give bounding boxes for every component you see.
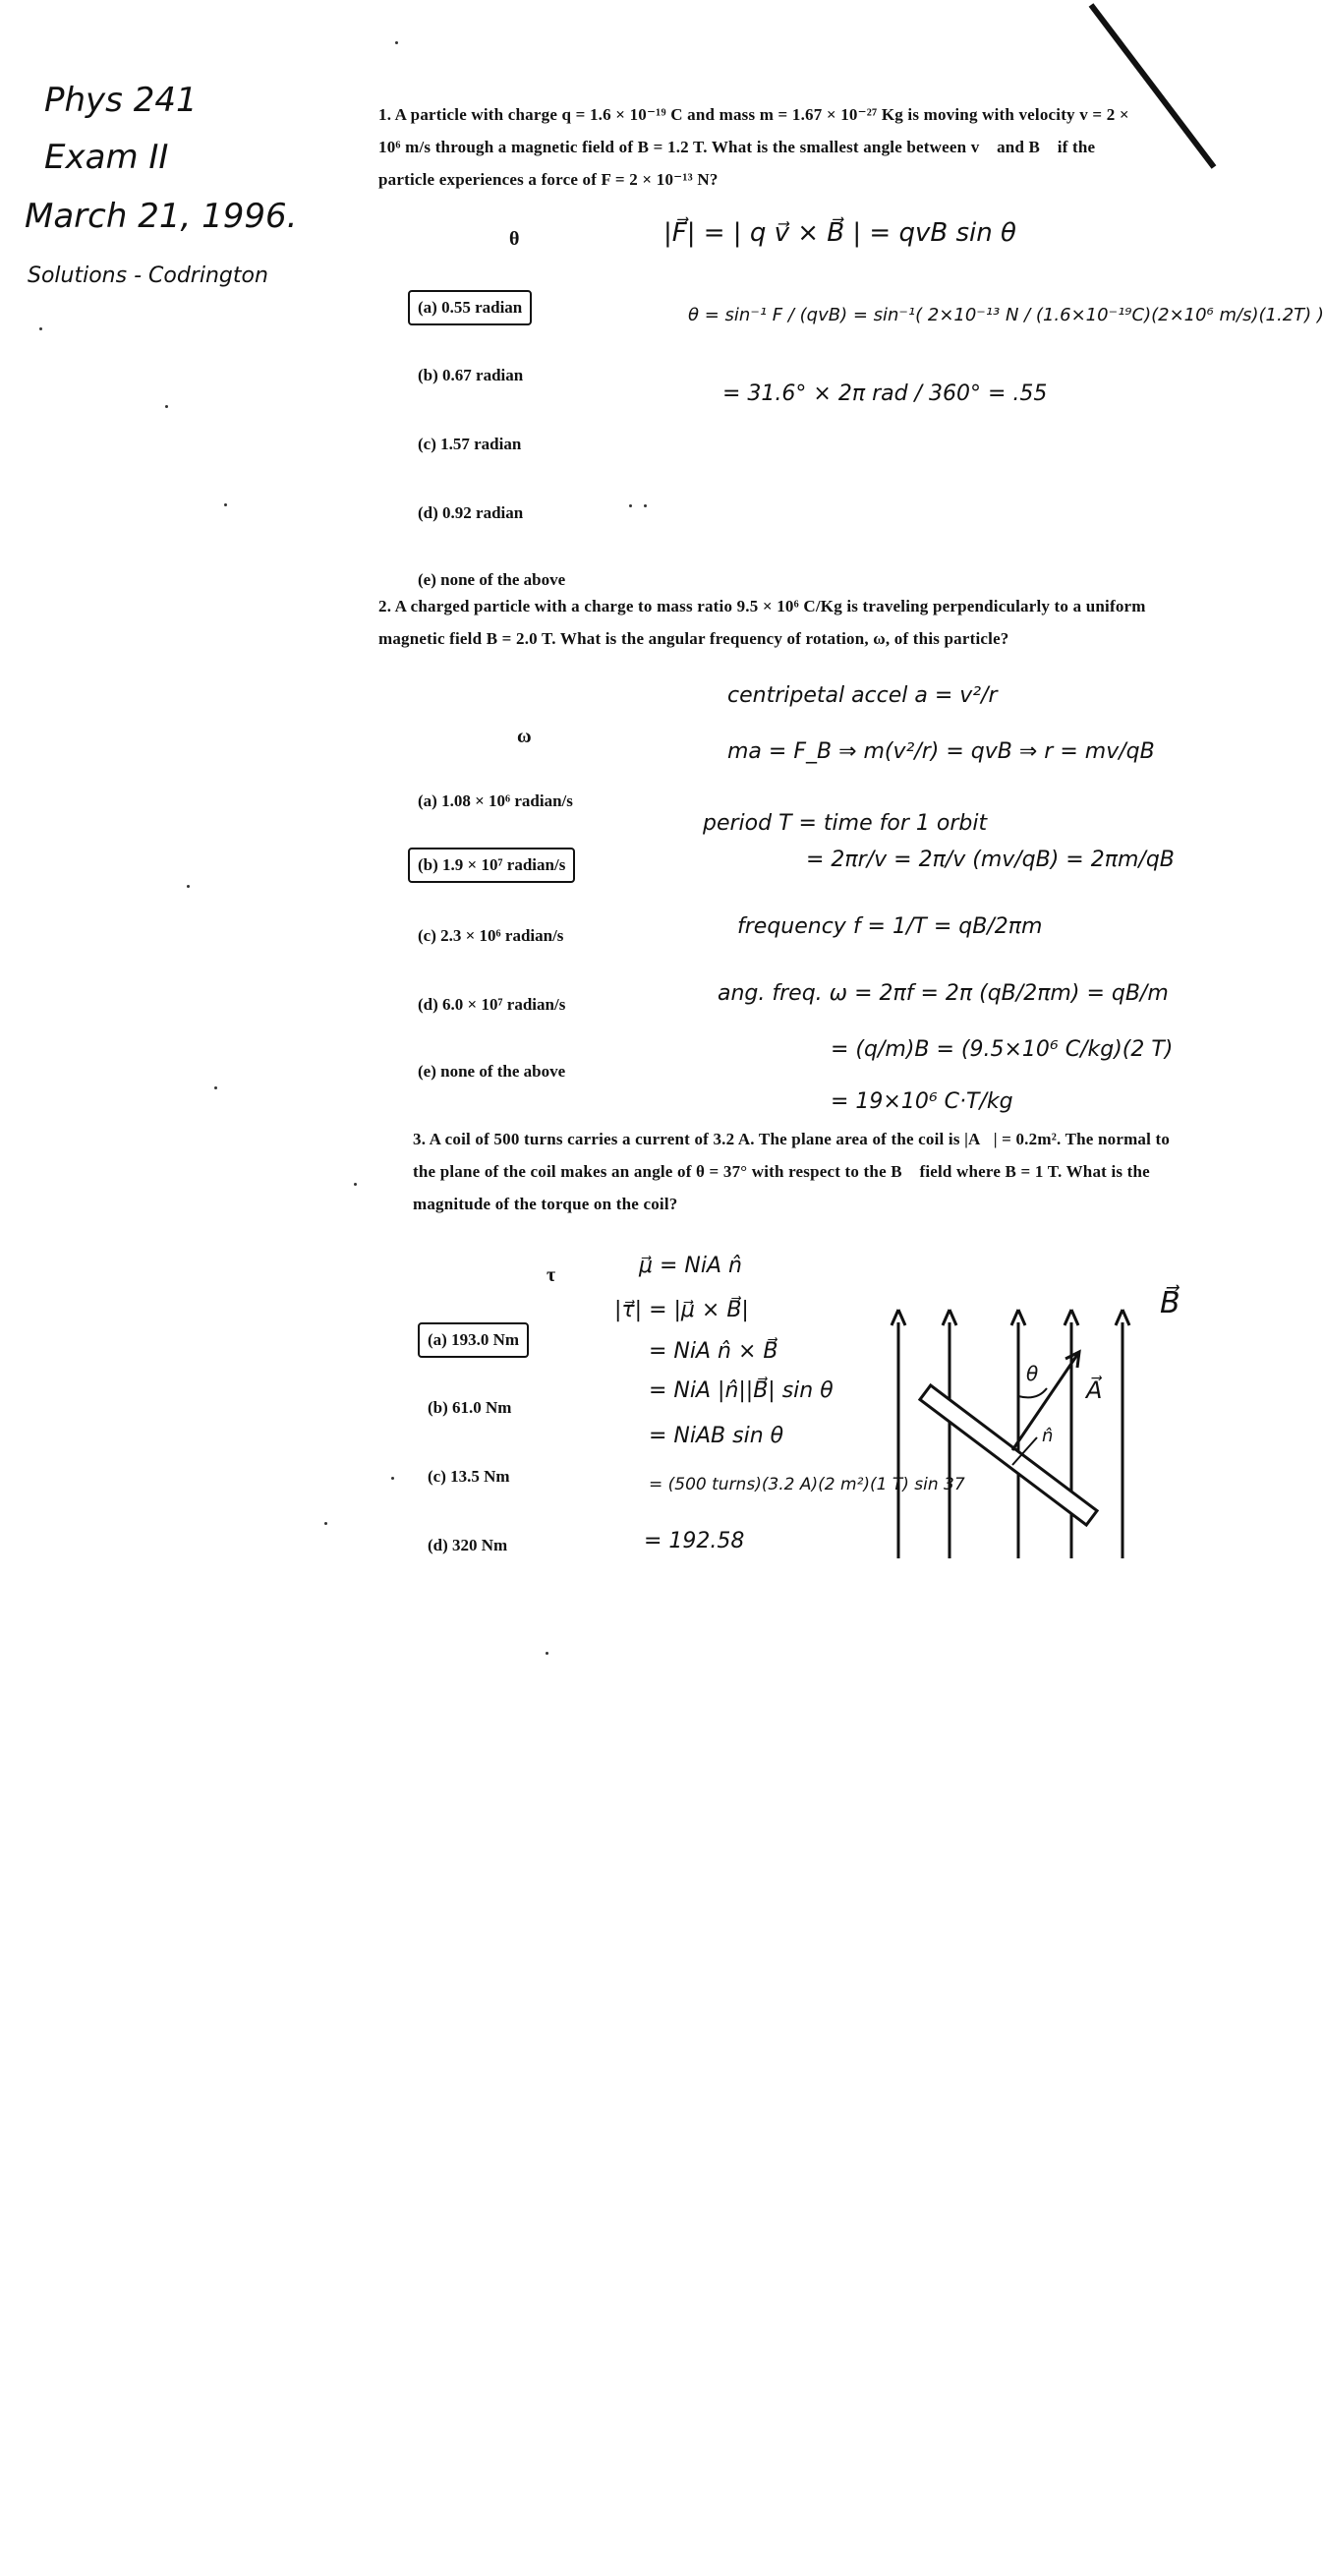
q3-work-line-2: |τ⃗| = |μ⃗ × B⃗| xyxy=(614,1298,749,1322)
question-number: 2. xyxy=(378,597,392,615)
q3-option-a[interactable]: (a) 193.0 Nm xyxy=(418,1322,529,1358)
q2-option-d[interactable]: (d) 6.0 × 10⁷ radian/s xyxy=(418,995,566,1014)
angle-arc xyxy=(1018,1388,1047,1397)
question-text: A charged particle with a charge to mass ratio 9.5 × 10⁶ C/Kg is traveling perpendicularly to a uniform magnetic field B = 2.0 T. What is the angular frequency of rotation, ω, of this particle? xyxy=(378,597,1146,648)
q1-work-line-2: θ = sin⁻¹ F / (qvB) = sin⁻¹( 2×10⁻¹³ N / (1.6×10⁻¹⁹C)(2×10⁶ m/s)(1.2T) ) xyxy=(688,305,1324,325)
q2-option-a[interactable]: (a) 1.08 × 10⁶ radian/s xyxy=(418,791,573,810)
q2-work-line-4: = 2πr/v = 2π/v (mv/qB) = 2πm/qB xyxy=(806,848,1175,872)
q2-option-c[interactable]: (c) 2.3 × 10⁶ radian/s xyxy=(418,926,564,945)
question-text: A coil of 500 turns carries a current of 3.2 A. The plane area of the coil is |A⃗| = 0.2m². The normal to the plane of the coil makes an angle of θ = 37° with respect to the B⃗ field where B = 1 T. What is the magnitude of the torque on the coil? xyxy=(413,1130,1171,1213)
answer-symbol: τ xyxy=(547,1264,556,1286)
q1-option-e[interactable]: (e) none of the above xyxy=(418,570,566,589)
q3-work-line-6: = (500 turns)(3.2 A)(2 m²)(1 T) sin 37 xyxy=(649,1475,965,1494)
q3-work-line-1: μ⃗ = NiA n̂ xyxy=(639,1254,742,1278)
q3-work-line-3: = NiA n̂ × B⃗ xyxy=(649,1339,778,1364)
area-label: A⃗ xyxy=(1086,1376,1103,1404)
q2-work-line-5: frequency f = 1/T = qB/2πm xyxy=(737,914,1043,939)
q2-work-line-7: = (q/m)B = (9.5×10⁶ C/kg)(2 T) xyxy=(831,1037,1174,1062)
exam-date: March 21, 1996. xyxy=(25,197,298,236)
angle-label: θ xyxy=(1026,1362,1039,1385)
question-text: A particle with charge q = 1.6 × 10⁻¹⁹ C and mass m = 1.67 × 10⁻²⁷ Kg is moving with velocity v = 2 × 10⁶ m/s through a magnetic field of B = 1.2 T. What is the smallest angle between v⃗ and B⃗ if the particle experiences a force of F = 2 × 10⁻¹³ N? xyxy=(378,105,1129,189)
q2-work-line-6: ang. freq. ω = 2πf = 2π (qB/2πm) = qB/m xyxy=(718,981,1169,1006)
field-lines xyxy=(892,1310,1129,1558)
q3-work-line-7: = 192.58 xyxy=(644,1529,745,1553)
q1-work-line-1: |F⃗| = | q v⃗ × B⃗ | = qvB sin θ xyxy=(663,218,1016,248)
q2-work-line-1: centripetal accel a = v²/r xyxy=(727,683,998,708)
course-title: Phys 241 xyxy=(44,81,198,120)
q1-option-b[interactable]: (b) 0.67 radian xyxy=(418,366,524,384)
author-note: Solutions - Codrington xyxy=(28,263,268,288)
question-number: 3. xyxy=(413,1130,427,1148)
q2-work-line-2: ma = F_B ⇒ m(v²/r) = qvB ⇒ r = mv/qB xyxy=(727,739,1155,764)
normal-label: n̂ xyxy=(1042,1426,1054,1446)
q3-work-line-4: = NiA |n̂||B⃗| sin θ xyxy=(649,1378,834,1403)
q1-work-line-3: = 31.6° × 2π rad / 360° = .55 xyxy=(722,381,1048,406)
field-label: B⃗ xyxy=(1160,1286,1180,1320)
answer-symbol: ω xyxy=(517,726,532,747)
q3-option-d[interactable]: (d) 320 Nm xyxy=(428,1536,508,1554)
q3-option-c[interactable]: (c) 13.5 Nm xyxy=(428,1467,510,1486)
q1-option-d[interactable]: (d) 0.92 radian xyxy=(418,503,524,522)
q1-option-a[interactable]: (a) 0.55 radian xyxy=(408,290,532,325)
q2-work-line-8: = 19×10⁶ C·T/kg xyxy=(831,1089,1013,1114)
q3-option-b[interactable]: (b) 61.0 Nm xyxy=(428,1398,512,1417)
scan-dot xyxy=(546,1652,548,1655)
question-number: 1. xyxy=(378,105,392,124)
q2-option-b[interactable]: (b) 1.9 × 10⁷ radian/s xyxy=(408,848,575,883)
q2-option-e[interactable]: (e) none of the above xyxy=(418,1062,566,1081)
q2-work-line-3: period T = time for 1 orbit xyxy=(703,811,988,836)
q1-option-c[interactable]: (c) 1.57 radian xyxy=(418,435,522,453)
answer-symbol: θ xyxy=(509,228,520,250)
q3-work-line-5: = NiAB sin θ xyxy=(649,1424,784,1448)
exam-title: Exam II xyxy=(44,138,169,177)
